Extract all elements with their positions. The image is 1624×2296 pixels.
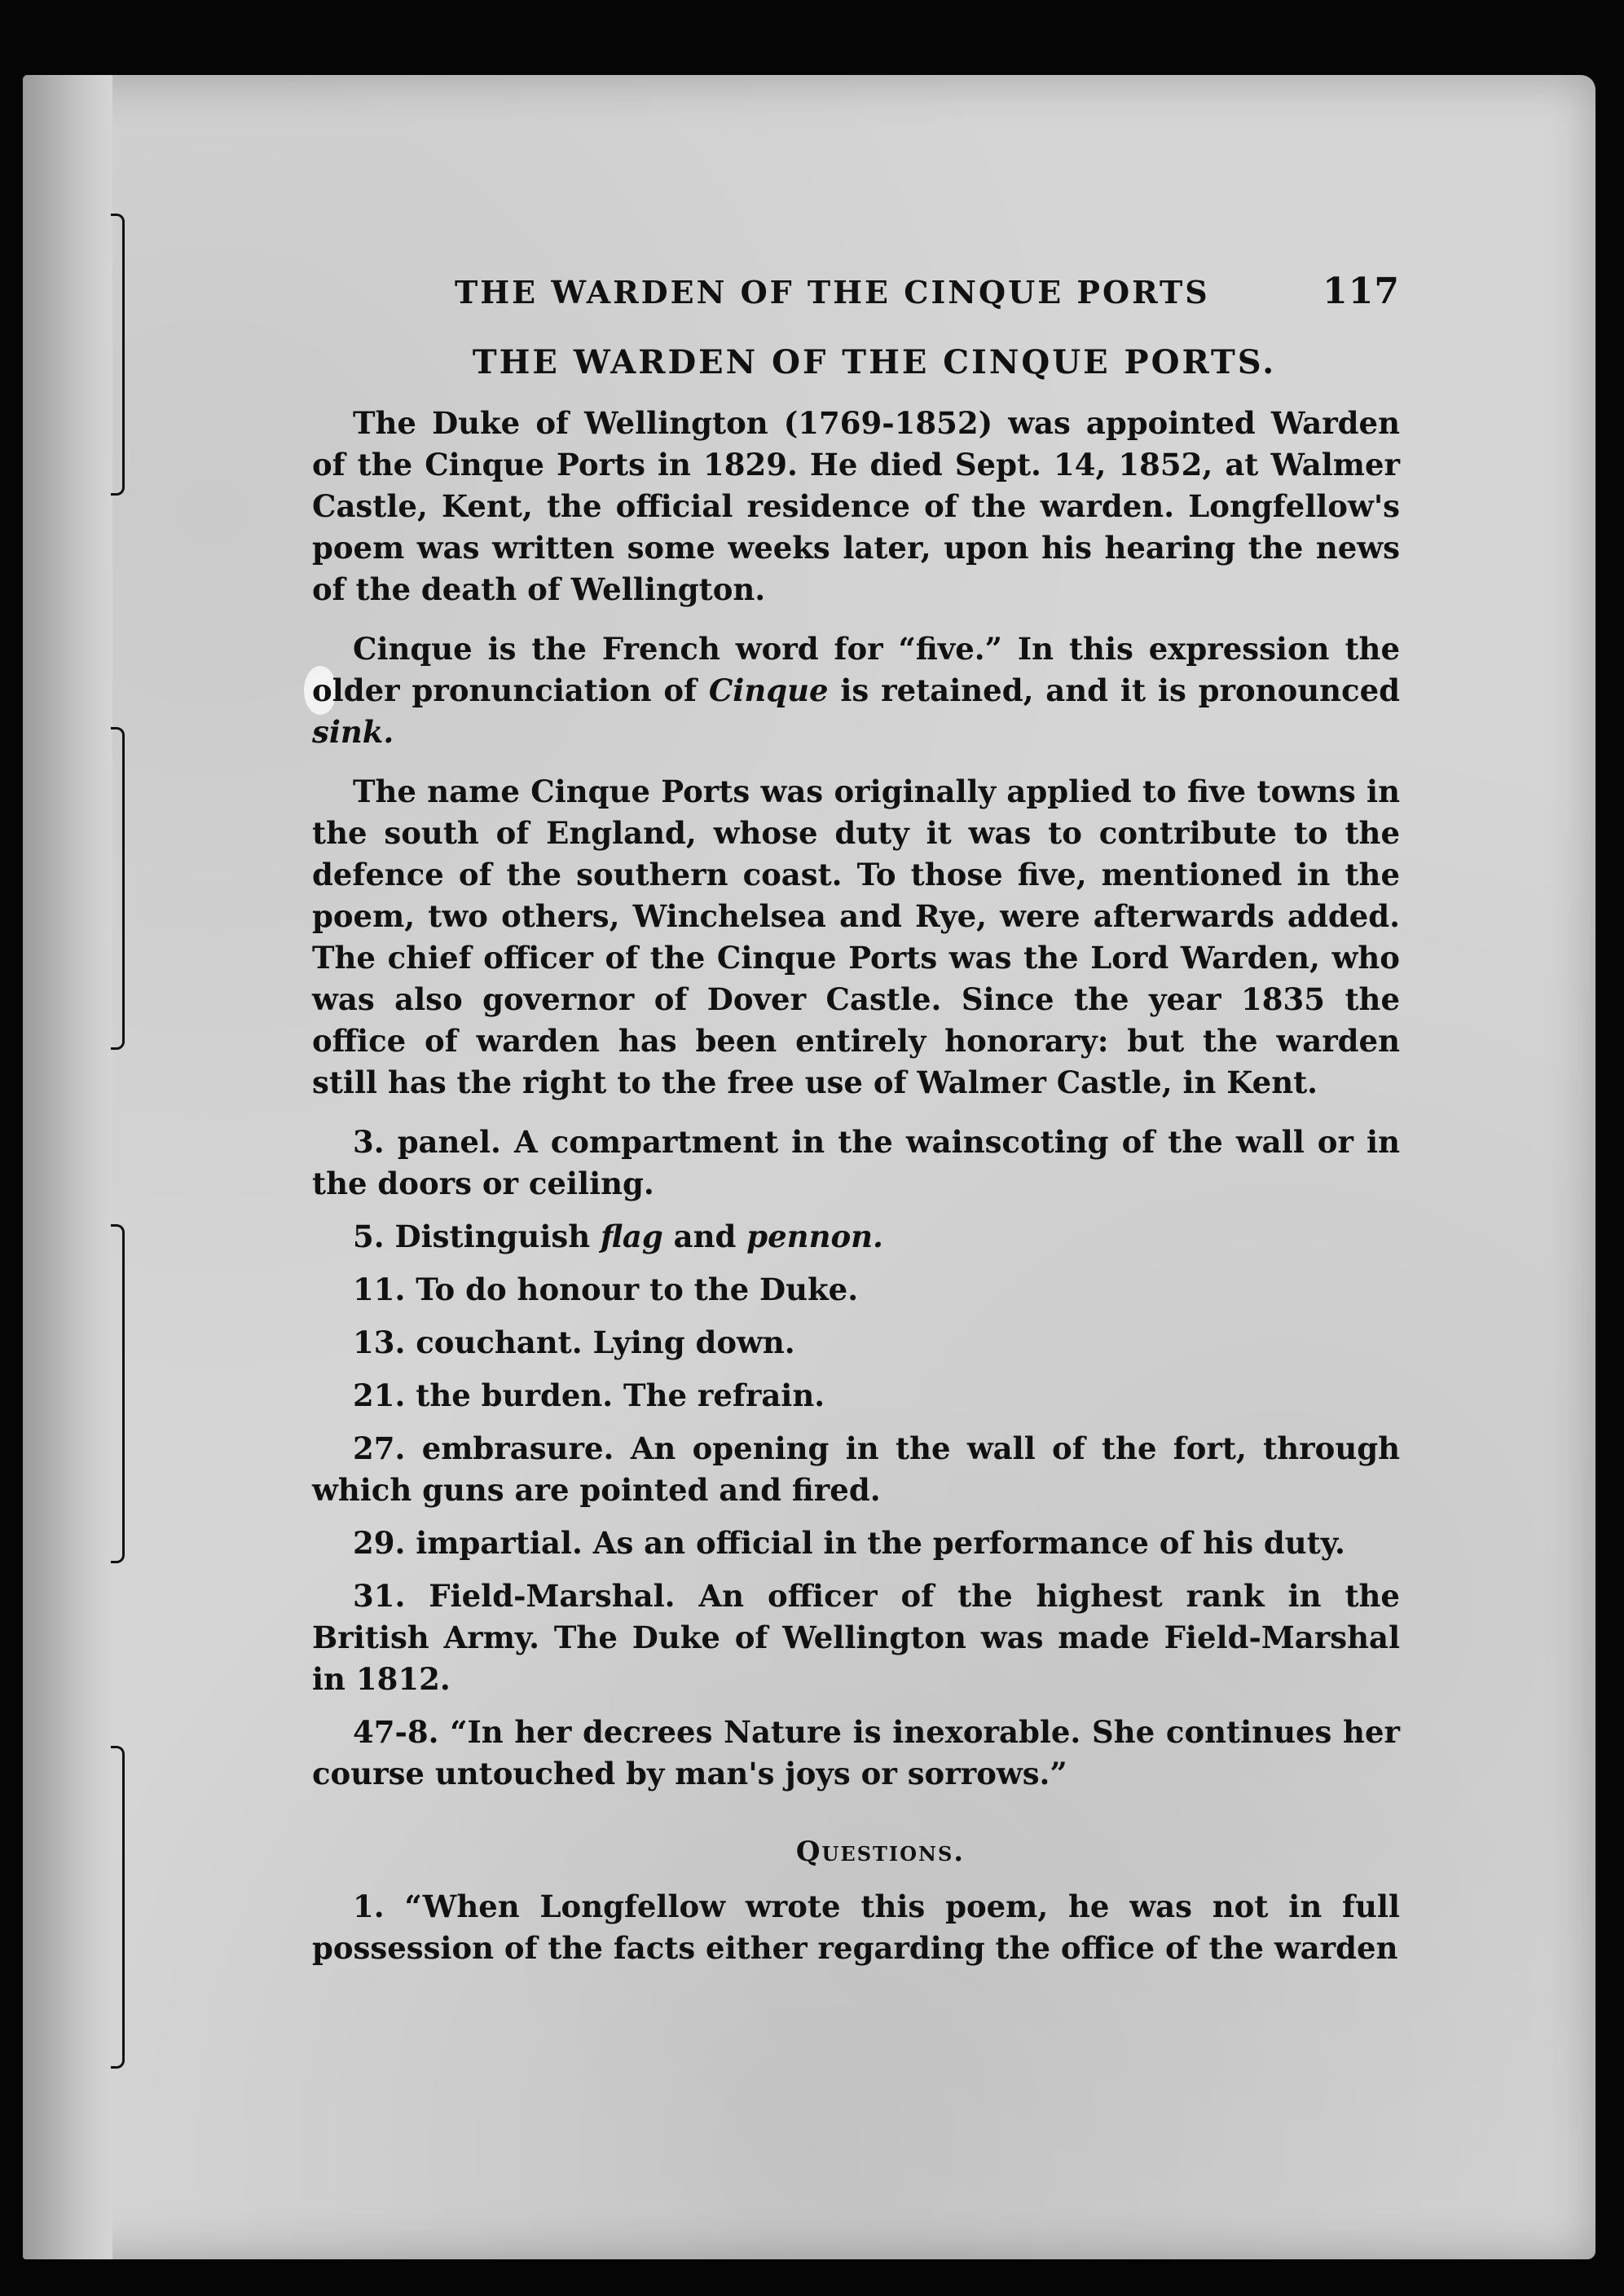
- page-gutter-shadow: [23, 75, 112, 2259]
- page-number: 117: [1323, 271, 1400, 312]
- note-item: 3. panel. A compartment in the wainscoting of the wall or in the doors or ceiling.: [312, 1124, 1400, 1201]
- intro-paragraph: Cinque is the French word for “five.” In this expression the older pronunciation of Cinque is retained, and it is pronounced sink.: [312, 631, 1400, 750]
- binding-stitch: [111, 214, 125, 496]
- binding-stitch: [111, 1746, 125, 2069]
- note-item: 13. couchant. Lying down.: [353, 1324, 795, 1360]
- running-head-title: THE WARDEN OF THE CINQUE PORTS: [455, 274, 1210, 311]
- page-content: [312, 271, 1400, 1987]
- note-item: 29. impartial. As an official in the performance of his duty.: [353, 1525, 1345, 1561]
- book-page: [23, 75, 1595, 2259]
- note-item: 27. embrasure. An opening in the wall of the fort, through which guns are pointed and fired.: [312, 1430, 1400, 1508]
- running-head: [455, 271, 1400, 312]
- questions-heading: Questions.: [795, 1835, 966, 1868]
- intro-paragraph: The name Cinque Ports was originally applied to five towns in the south of England, whose duty it was to contribute to the defence of the southern coast. To those five, mentioned in the poem, two others, Winchelsea and Rye, were afterwards added. The chief officer of the Cinque Ports was the Lord Warden, who was also governor of Dover Castle. Since the year 1835 the office of warden has been entirely honorary: but the warden still has the right to the free use of Walmer Castle, in Kent.: [312, 773, 1400, 1100]
- binding-stitch: [111, 1224, 125, 1563]
- intro-paragraph: The Duke of Wellington (1769-1852) was appointed Warden of the Cinque Ports in 1829. He died Sept. 14, 1852, at Walmer Castle, Kent, the official residence of the warden. Longfellow's poem was written some weeks later, upon his hearing the news of the death of Wellington.: [312, 405, 1400, 607]
- note-item: 31. Field-Marshal. An officer of the highest rank in the British Army. The Duke of Wellington was made Field-Marshal in 1812.: [312, 1578, 1400, 1697]
- binding-stitch: [111, 727, 125, 1050]
- question-item: 1. “When Longfellow wrote this poem, he was not in full possession of the facts either regarding the office of the warden: [312, 1888, 1400, 1966]
- article-title: THE WARDEN OF THE CINQUE PORTS.: [472, 343, 1277, 381]
- note-item: 21. the burden. The refrain.: [353, 1377, 825, 1413]
- note-item: 11. To do honour to the Duke.: [353, 1271, 859, 1307]
- note-item: 5. Distinguish flag and pennon.: [353, 1219, 883, 1254]
- note-item: 47-8. “In her decrees Nature is inexorable. She continues her course untouched by man's joys or sorrows.”: [312, 1714, 1400, 1791]
